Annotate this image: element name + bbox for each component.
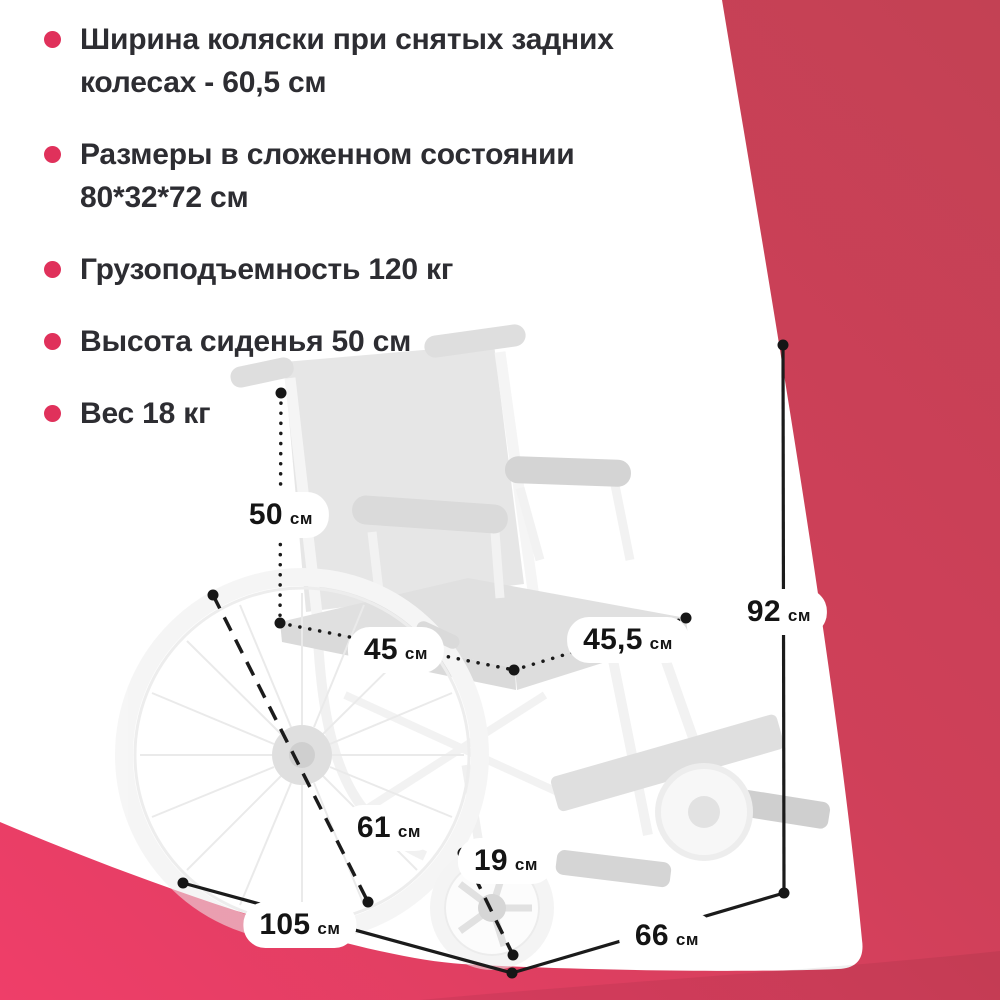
feature-item bbox=[44, 18, 656, 104]
feature-item bbox=[44, 392, 656, 435]
feature-text: Грузоподъемность 120 кг bbox=[80, 253, 454, 286]
dim-unit: см bbox=[649, 634, 673, 653]
bullet-dot bbox=[44, 261, 61, 278]
bullet-dot bbox=[44, 333, 61, 350]
bullet-dot bbox=[44, 405, 61, 422]
dim-value: 50 bbox=[248, 498, 283, 531]
dim-label-overall-height bbox=[731, 589, 827, 635]
feature-item bbox=[44, 320, 656, 363]
dim-label-seat-height bbox=[233, 492, 329, 538]
bullet-dot bbox=[44, 146, 61, 163]
feature-item bbox=[44, 133, 656, 219]
feature-list bbox=[44, 18, 656, 464]
dim-label-front-wheel-diameter bbox=[458, 838, 554, 884]
footplate-left bbox=[555, 849, 672, 888]
dim-value: 19 bbox=[473, 844, 508, 877]
dim-label-seat-depth bbox=[567, 617, 689, 663]
dim-value: 92 bbox=[746, 595, 781, 628]
dim-unit: см bbox=[514, 855, 539, 874]
dim-value: 45 bbox=[363, 633, 398, 666]
dim-value: 66 bbox=[634, 919, 669, 952]
dim-unit: см bbox=[787, 606, 812, 625]
dim-label-overall-width bbox=[619, 913, 715, 959]
caster-front-hub bbox=[478, 894, 506, 922]
bullet-dot bbox=[44, 31, 61, 48]
dim-value: 61 bbox=[356, 811, 391, 844]
dim-label-overall-length bbox=[243, 902, 356, 948]
dim-unit: см bbox=[397, 822, 422, 841]
dim-unit: см bbox=[675, 930, 700, 949]
dim-unit: см bbox=[317, 919, 341, 938]
dim-value: 45,5 bbox=[583, 623, 643, 656]
feature-text: Ширина коляски при снятых задних колесах - 60,5 см bbox=[80, 23, 614, 99]
feature-text: Размеры в сложенном состоянии 80*32*72 см bbox=[80, 138, 575, 214]
feature-text: Высота сиденья 50 см bbox=[80, 325, 412, 358]
feature-item bbox=[44, 248, 656, 291]
dim-unit: см bbox=[289, 509, 314, 528]
dim-value: 105 bbox=[259, 908, 311, 941]
dim-label-rear-wheel-diameter bbox=[341, 805, 437, 851]
feature-text: Вес 18 кг bbox=[80, 397, 211, 430]
dim-label-seat-width bbox=[348, 627, 444, 673]
dim-unit: см bbox=[404, 644, 429, 663]
